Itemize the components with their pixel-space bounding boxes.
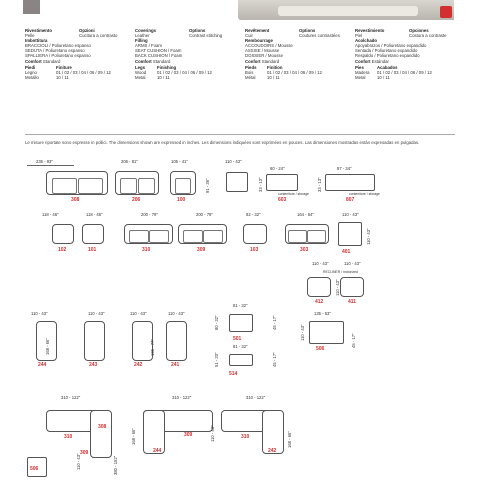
armless-103: [243, 224, 267, 244]
armchair-100: [170, 171, 196, 195]
dimension-label: 168 - 66": [45, 338, 50, 355]
dimension-label: 91 - 36": [205, 178, 210, 193]
dimension-label: 33 - 13": [317, 177, 322, 192]
model-code: 101: [88, 247, 97, 253]
spec-value: Standard: [42, 59, 61, 64]
spec-value: Pelle: [25, 33, 35, 38]
dimension-label: 236 - 93": [36, 159, 53, 164]
dimension-label: 45 - 17": [351, 333, 356, 348]
dimension-label: 110 - 43": [312, 261, 329, 266]
spec-value: Cucitura a contrasto: [79, 33, 118, 38]
spec-label: Filling: [135, 38, 148, 43]
dimension-label: 82 - 32": [246, 212, 261, 217]
dimension-label: 80 - 32": [214, 315, 219, 330]
sofa-309: [178, 224, 227, 244]
cushion: [278, 6, 418, 16]
seat: [183, 230, 203, 243]
spec-value: Metal: [355, 75, 366, 80]
dimension-label: 87 - 34": [337, 166, 352, 171]
dimension-label: 45 - 17": [272, 352, 277, 367]
spec-value: 10 / 11: [157, 75, 170, 80]
dimension-label: 110 - 43": [225, 159, 242, 164]
model-code: 241: [171, 362, 180, 368]
spec-label: Rembourrage: [245, 38, 273, 43]
seat: [138, 178, 155, 194]
model-code: 308: [71, 197, 80, 203]
sofa-308: [46, 171, 108, 195]
recliner-label: RECLINER / motorized: [323, 270, 358, 274]
model-code: 244: [153, 448, 162, 454]
spec-value: Costura a contraste: [409, 33, 447, 38]
spec-label: Coverings: [135, 28, 157, 33]
seat: [307, 230, 326, 243]
dimension-label: 168 - 66": [287, 431, 292, 448]
header-block: [23, 0, 40, 14]
model-code: 242: [268, 448, 277, 454]
corner-401: [338, 222, 362, 246]
storage-603: [266, 174, 298, 191]
pouf-501: [229, 314, 253, 332]
recliner-411: [340, 277, 364, 297]
model-code: 411: [348, 299, 357, 305]
seat: [175, 178, 191, 194]
spec-value: 10 / 11: [56, 75, 69, 80]
model-code: 412: [315, 299, 324, 305]
dimension-label: 168 - 66": [131, 428, 136, 445]
spec-value: Metallo: [25, 75, 39, 80]
spec-label: Finition: [267, 65, 283, 70]
pouf-514: [229, 354, 253, 366]
spec-value: Contrast stitching: [189, 33, 223, 38]
dimension-label: 110 - 43": [300, 324, 305, 341]
spec-value: Sentada / Poliuretano expandido: [355, 48, 418, 53]
model-code: 309: [184, 432, 193, 438]
spec-value: 01 / 02 / 03 / 04 / 06 / 09 / 12: [157, 70, 212, 75]
spec-value: Wood: [135, 70, 147, 75]
model-code: 100: [177, 197, 186, 203]
spec-value: ACCOUDOIRS / Mousse: [245, 43, 293, 48]
dimension-label: 110 - 43": [344, 261, 361, 266]
sofa-101: [82, 224, 104, 244]
spec-value: Leather: [135, 33, 150, 38]
model-code: 244: [38, 362, 47, 368]
spec-label: Pies: [355, 65, 364, 70]
dimension-label: 51 - 20": [214, 352, 219, 367]
dimension-label: 200 - 79": [141, 212, 158, 217]
model-code: 309: [80, 450, 89, 456]
model-code: 309: [197, 247, 206, 253]
divider: [25, 134, 455, 135]
spec-value: Apoyabrazos / Poliuretano expandido: [355, 43, 427, 48]
spec-value: 01 / 02 / 03 / 04 / 06 / 09 / 12: [56, 70, 111, 75]
composition-1-chaise: [90, 410, 112, 458]
spec-label: Finishing: [157, 65, 177, 70]
spec-value: Madera: [355, 70, 370, 75]
dimension-label: 110 - 43": [366, 228, 371, 245]
model-code: 310: [64, 434, 73, 440]
model-code: 310: [142, 247, 151, 253]
dimension-label: 110 - 43": [342, 212, 359, 217]
spec-label: Pieds: [245, 65, 257, 70]
seat: [288, 230, 307, 243]
dimension-label: 310 - 122": [246, 395, 266, 400]
seat: [52, 178, 77, 194]
sofa-102: [52, 224, 74, 244]
armless-303: [285, 224, 329, 244]
spec-label: Legs: [135, 65, 146, 70]
model-code: 303: [300, 247, 309, 253]
model-code: 206: [132, 197, 141, 203]
dimension-label: 105 - 41": [171, 159, 188, 164]
spec-label: Revêtement: [245, 28, 270, 33]
spec-label: Finiture: [56, 65, 72, 70]
seat: [203, 230, 223, 243]
dimension-label: 195 - 77": [150, 339, 155, 356]
spec-value: SEAT CUSHION / Foam: [135, 48, 182, 53]
seat: [120, 178, 137, 194]
spec-value: 01 / 02 / 03 / 04 / 06 / 09 / 12: [377, 70, 432, 75]
dimension-label: 310 - 122": [61, 395, 81, 400]
dimension-label: 110 - 43": [335, 279, 340, 296]
model-code: 102: [58, 247, 67, 253]
spec-value: 10 / 11: [377, 75, 390, 80]
storage-807: [325, 174, 375, 191]
dimension-label: 200 - 79": [196, 212, 213, 217]
dimension-label: 118 - 46": [86, 212, 103, 217]
spec-label: Comfort: [135, 59, 152, 64]
dimension-label: 206 - 81": [121, 159, 138, 164]
spec-value: 10 / 11: [267, 75, 280, 80]
model-code: 242: [134, 362, 143, 368]
spec-value: Legno: [25, 70, 37, 75]
spec-value: ARMS / Foam: [135, 43, 162, 48]
spec-value: DOSSIER / Mousse: [245, 53, 283, 58]
model-code: 310: [241, 434, 250, 440]
dimension-label: 33 - 13": [258, 177, 263, 192]
model-code: 308: [98, 424, 107, 430]
dimension-label: 81 - 32": [233, 303, 248, 308]
spec-value: BRACCIOLI / Poliuretano espanso: [25, 43, 91, 48]
spec-value: 01 / 02 / 03 / 04 / 06 / 09 / 12: [267, 70, 322, 75]
dimension-label: 110 - 43": [76, 453, 81, 470]
dimension-label: 118 - 46": [42, 212, 59, 217]
storage-label: contenitore / storage: [349, 192, 380, 196]
storage-label: contenitore / storage: [278, 192, 309, 196]
dimension-label: 60 - 24": [270, 166, 285, 171]
sofa-206: [115, 171, 159, 195]
spec-value: BACK CUSHION / Foam: [135, 53, 183, 58]
model-code: 401: [342, 249, 351, 255]
spec-label: Confort: [355, 59, 371, 64]
spec-value: Piel: [355, 33, 363, 38]
spec-value: Metal: [135, 75, 146, 80]
spec-value: ASSISE / Mousse: [245, 48, 280, 53]
spec-label: Options: [189, 28, 206, 33]
brand-badge: [440, 6, 452, 18]
recliner-412: [307, 277, 331, 297]
model-code: 514: [229, 371, 238, 377]
spec-value: Cuir: [245, 33, 253, 38]
spec-value: SEDUTA / Poliuretano espanso: [25, 48, 85, 53]
model-code: 103: [250, 247, 259, 253]
dimension-label: 110 - 43": [130, 311, 147, 316]
spec-label: Imbottitura: [25, 38, 48, 43]
seat: [129, 230, 149, 243]
dimension-label: 164 - 64": [297, 212, 314, 217]
side-profile: [226, 172, 248, 192]
model-code: 807: [346, 197, 355, 203]
seat: [78, 178, 103, 194]
spec-value: Coutures contrastées: [299, 33, 340, 38]
dimension-label: 110 - 43": [210, 425, 215, 442]
spec-value: Respaldo / Poliuretano expandido: [355, 53, 420, 58]
dimension-label: 135 - 53": [314, 311, 331, 316]
spec-value: Estándar: [371, 59, 389, 64]
spec-label: Comfort: [25, 59, 42, 64]
spec-label: Opciones: [409, 28, 429, 33]
model-code: 501: [233, 336, 242, 342]
spec-label: Rivestimento: [25, 28, 52, 33]
model-code: 506: [316, 346, 325, 352]
dimension-label: 81 - 32": [233, 344, 248, 349]
spec-label: Acolchado: [355, 38, 377, 43]
spec-value: Standard: [261, 59, 280, 64]
model-code: 243: [89, 362, 98, 368]
dimension-label: 110 - 43": [168, 311, 185, 316]
ottoman-506: [309, 321, 344, 344]
model-code: 603: [278, 197, 287, 203]
chaise-241: [166, 321, 187, 361]
dimension-label: 45 - 17": [272, 315, 277, 330]
dimension-label: 110 - 43": [88, 311, 105, 316]
dimension-label: 380 - 152": [113, 455, 118, 475]
spec-label: Confort: [245, 59, 261, 64]
sofa-310: [124, 224, 173, 244]
dimension-label: 110 - 43": [31, 311, 48, 316]
model-code: 506: [30, 466, 39, 472]
dimension-label: 310 - 122": [172, 395, 192, 400]
spec-value: Métal: [245, 75, 256, 80]
product-photo: [238, 0, 454, 20]
chaise-243: [84, 321, 105, 361]
seat: [149, 230, 169, 243]
spec-value: Bois: [245, 70, 254, 75]
spec-value: Standard: [152, 59, 171, 64]
units-note: Le misure riportate sono espresse in pollici. The dimensions shown are expressed in inches. Les dimensions indiquées sont exprimées en pouces. Las dimensiones mostradas están expresadas en pulgadas.: [25, 140, 420, 145]
dimension-line: [27, 165, 74, 166]
spec-label: Opzioni: [79, 28, 95, 33]
spec-label: Piedi: [25, 65, 36, 70]
spec-label: Acabados: [377, 65, 398, 70]
spec-label: Options: [299, 28, 316, 33]
spec-label: Revestimiento: [355, 28, 385, 33]
spec-value: SPALLIERA / Poliuretano espanso: [25, 53, 91, 58]
